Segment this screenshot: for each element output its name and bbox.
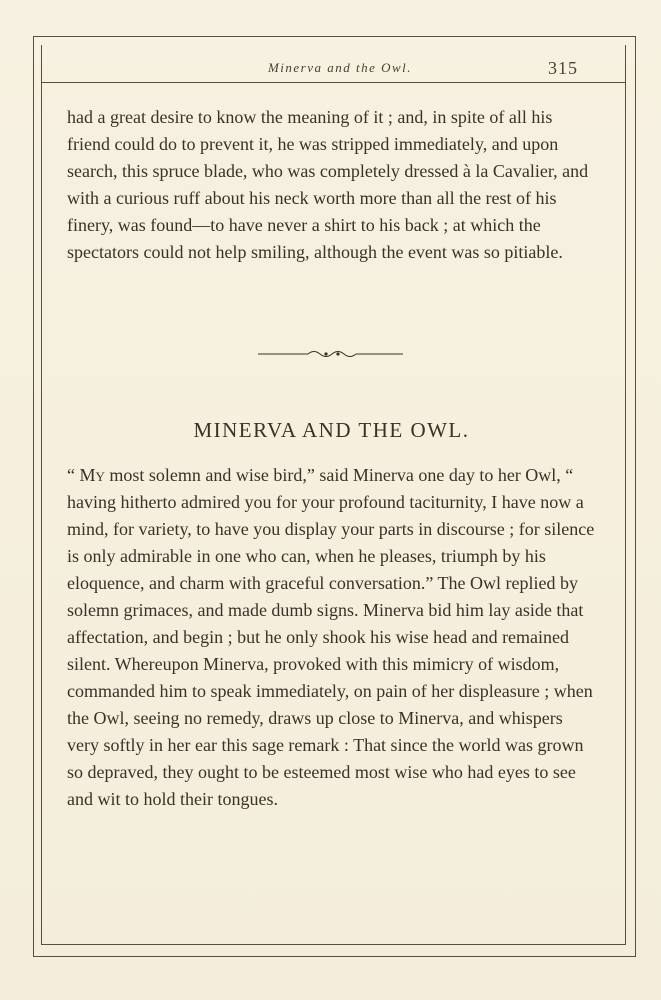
story-text — [67, 462, 596, 813]
header-rule — [41, 82, 626, 83]
story-paragraph — [67, 462, 596, 813]
story-body: most solemn and wise bird,” said Minerva one day to her Owl, “ having hitherto admired you for your profound taciturnity, I have now a mind, for variety, to have you display your parts in discourse ; for silence is only admirable in one who can, when he pleases, triumph by his eloquence, and charm with graceful conversation.” The Owl replied by solemn grimaces, and made dumb signs. Minerva bid him lay aside that affectation, and begin ; but he only shook his wise head and remained silent. Whereupon Minerva, provoked with this mimicry of wisdom, commanded him to speak immediately, on pain of her displeasure ; when the Owl, seeing no remedy, draws up close to Minerva, and whispers very softly in her ear this sage remark : That since the world was grown so depraved, they ought to be esteemed most wise who had eyes to see and wit to hold their tongues. — [67, 465, 595, 809]
previous-story-paragraph: had a great desire to know the meaning of it ; and, in spite of all his friend could do to prevent it, he was stripped immediately, and upon search, this spruce blade, who was completely dressed à la Cavalier, and with a curious ruff about his neck worth more than all the rest of his finery, was found—to have never a shirt to his back ; at which the spectators could not help smiling, although the event was so pitiable. — [67, 107, 589, 262]
inner-border-bottom — [41, 944, 626, 945]
inner-border-right — [625, 45, 626, 944]
running-title: Minerva and the Owl. — [267, 60, 413, 75]
outer-border-bottom — [33, 956, 636, 957]
outer-border-left — [33, 36, 34, 957]
outer-border-right — [635, 36, 636, 957]
story-title: MINERVA AND THE OWL. — [193, 418, 470, 442]
section-divider-ornament — [258, 347, 403, 361]
outer-border-top — [33, 36, 636, 37]
inner-border-left — [41, 45, 42, 944]
story-opening-words: “ My — [67, 465, 105, 485]
previous-story-text — [67, 104, 596, 266]
page-number: 315 — [548, 58, 578, 78]
